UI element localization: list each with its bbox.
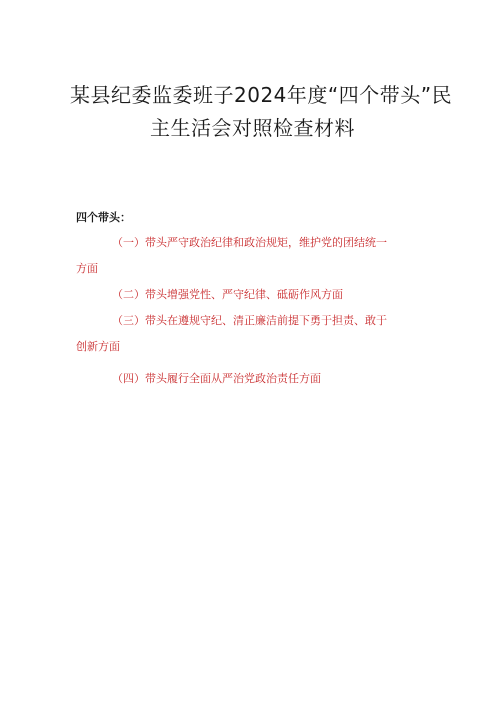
list-item-2	[76, 282, 343, 308]
list-item-1-line1: （一）带头严守政治纪律和政治规矩，维护党的团结统一	[112, 236, 387, 249]
list-item-1	[76, 230, 387, 282]
list-item-4	[76, 366, 321, 392]
list-item-3-line2: 创新方面	[76, 340, 120, 353]
list-item-3	[76, 308, 387, 360]
list-item-3-line1: （三）带头在遵规守纪、清正廉洁前提下勇于担责、敢于	[112, 314, 387, 327]
list-item-2-line1: （二）带头增强党性、严守纪律、砥砺作风方面	[112, 288, 343, 301]
list-item-1-line2: 方面	[76, 262, 98, 275]
document-title-line2: 主生活会对照检查材料	[150, 116, 355, 140]
document-title-line1: 某县纪委监委班子2024年度“四个带头”民	[70, 83, 453, 107]
list-item-4-line1: （四）带头履行全面从严治党政治责任方面	[112, 372, 321, 385]
section-heading: 四个带头：	[76, 211, 131, 224]
